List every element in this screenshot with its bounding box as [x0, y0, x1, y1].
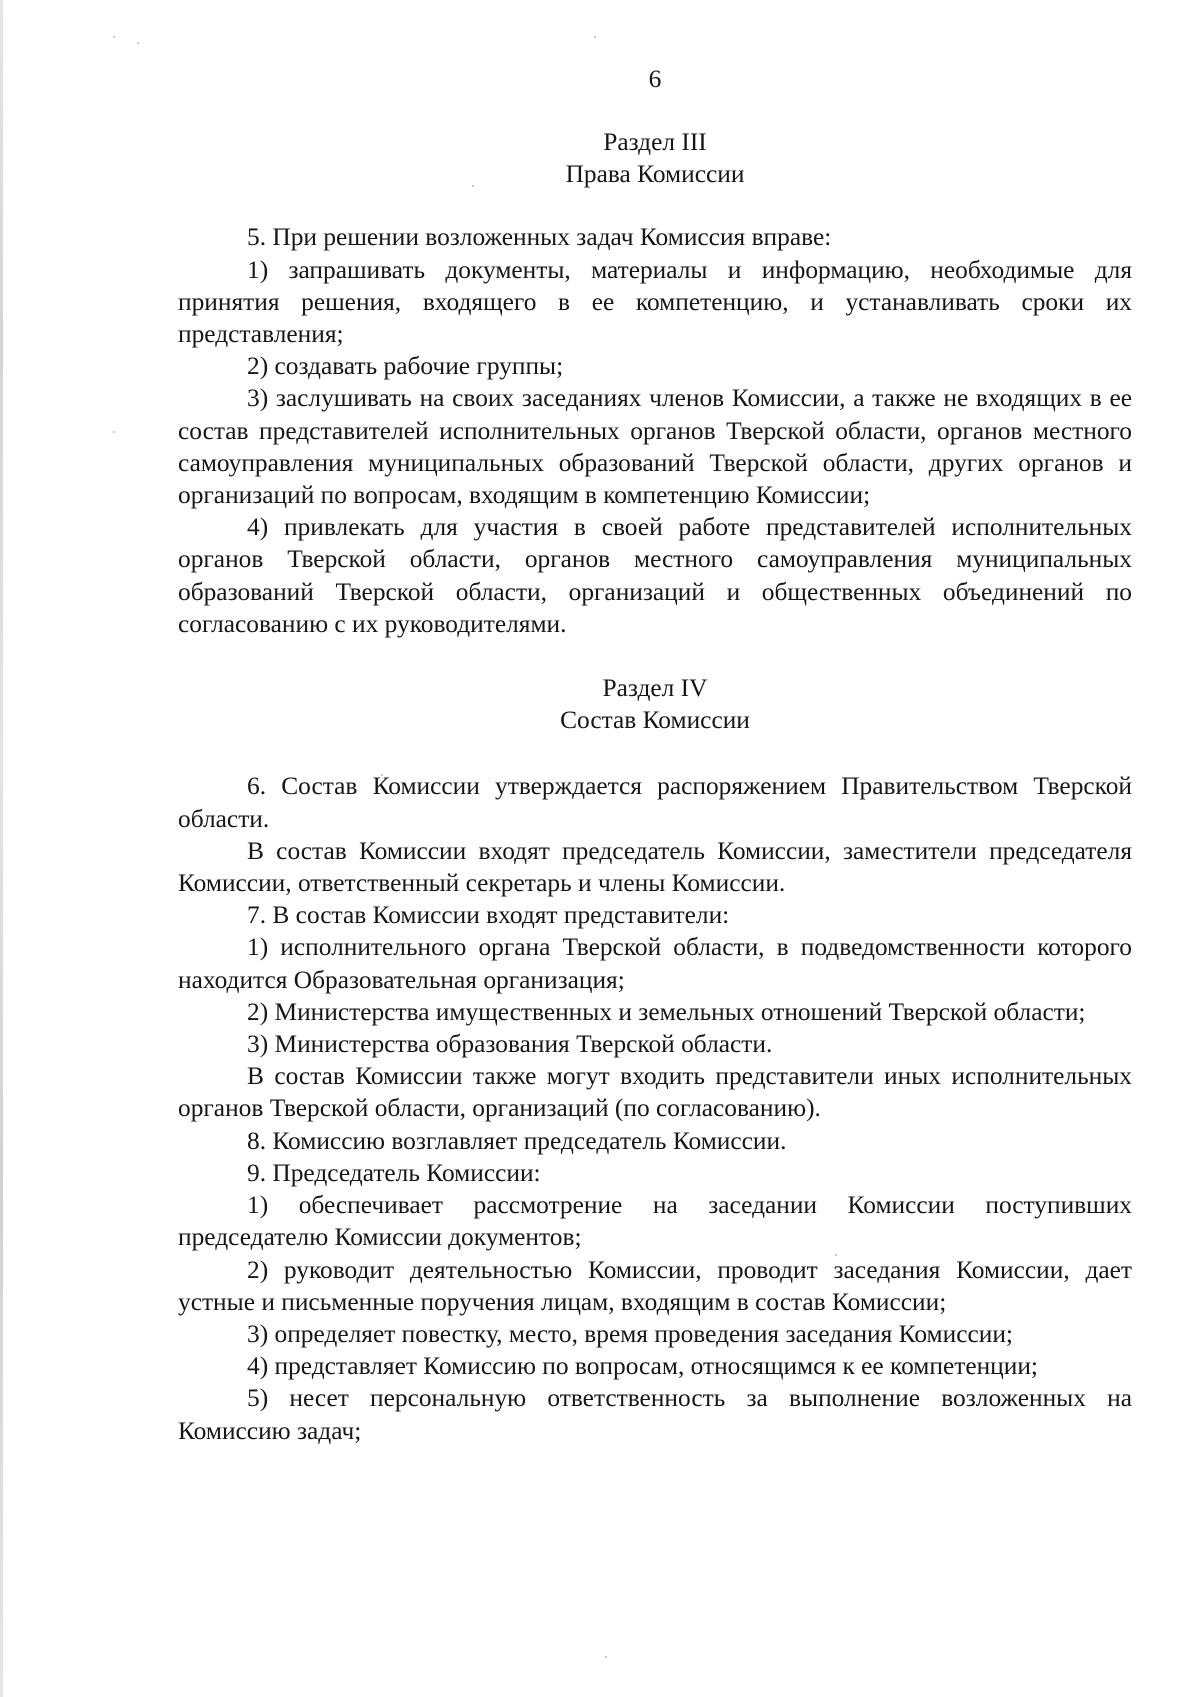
- section-4-paragraph: 3) Министерства образования Тверской области.: [247, 1030, 773, 1059]
- section-3-paragraph: 5. При решении возложенных задач Комиссия вправе:: [247, 223, 832, 252]
- scan-speck: [605, 1656, 607, 1658]
- page-number: 6: [648, 65, 662, 93]
- spacer: [178, 190, 1132, 221]
- section-3-paragraph: 4) привлекать для участия в своей работе представителей исполнительных органов Тверской области, органов местного самоуправления муниципальных образований Тверской области, организаций и общественных объединений по согласованию с их руководителями.: [178, 513, 1132, 638]
- section-4-paragraph: 1) обеспечивает рассмотрение на заседании Комиссии поступивших председателю Комиссии документов;: [178, 1191, 1132, 1252]
- section-4-paragraph: В состав Комиссии также могут входить представители иных исполнительных органов Тверской области, организаций (по согласованию).: [178, 1062, 1132, 1123]
- spacer: [178, 640, 1132, 672]
- scan-speck: [113, 36, 115, 38]
- section-4-paragraph: 6. Состав Комиссии утверждается распоряжением Правительством Тверской области.: [178, 772, 1132, 833]
- section-4-paragraph: 4) представляет Комиссию по вопросам, относящимся к ее компетенции;: [247, 1352, 1038, 1381]
- section-3-title: Права Комиссии: [565, 160, 745, 189]
- section-4-heading: Раздел IV: [602, 674, 708, 703]
- section-4-paragraph: 8. Комиссию возглавляет председатель Комиссии.: [247, 1126, 787, 1155]
- spacer: [178, 736, 1132, 770]
- section-4-paragraph: В состав Комиссии входят председатель Комиссии, заместители председателя Комиссии, ответственный секретарь и члены Комиссии.: [178, 836, 1132, 898]
- section-4-paragraph: 2) руководит деятельностью Комиссии, проводит заседания Комиссии, дает устные и письменные поручения лицам, входящим в состав Комиссии;: [178, 1255, 1132, 1316]
- section-3-paragraph: 3) заслушивать на своих заседаниях членов Комиссии, а также не входящих в ее состав представителей исполнительных органов Тверской области, органов местного самоуправления муниципальных образований Тверской области, других органов и организаций по вопросам, входящим в компетенцию Комиссии;: [178, 384, 1132, 510]
- section-4-paragraph: 5) несет персональную ответственность за выполнение возложенных на Комиссию задач;: [178, 1384, 1132, 1445]
- scan-speck: [594, 36, 596, 38]
- section-3-paragraph: 2) создавать рабочие группы;: [247, 352, 564, 381]
- section-3-heading: Раздел III: [603, 128, 707, 156]
- section-4-paragraph: 9. Председатель Комиссии:: [247, 1158, 541, 1187]
- section-3: [178, 126, 1132, 640]
- scan-speck: [137, 42, 139, 44]
- scan-edge: [0, 0, 3, 1697]
- section-3-paragraph: 1) запрашивать документы, материалы и информацию, необходимые для принятия решения, входящего в ее компетенцию, и устанавливать сроки их представления;: [178, 255, 1132, 349]
- scan-speck: [113, 431, 115, 433]
- section-4-paragraph: 3) определяет повестку, место, время проведения заседания Комиссии;: [247, 1319, 1013, 1348]
- section-4-paragraph: 2) Министерства имущественных и земельных отношений Тверской области;: [247, 997, 1086, 1026]
- section-4-title: Состав Комиссии: [560, 706, 750, 735]
- section-4-paragraph: 7. В состав Комиссии входят представители:: [247, 901, 730, 930]
- section-4-paragraph: 1) исполнительного органа Тверской области, в подведомственности которого находится Образовательная организация;: [178, 933, 1132, 994]
- document-body: [178, 63, 1132, 1447]
- section-4: [178, 672, 1132, 1447]
